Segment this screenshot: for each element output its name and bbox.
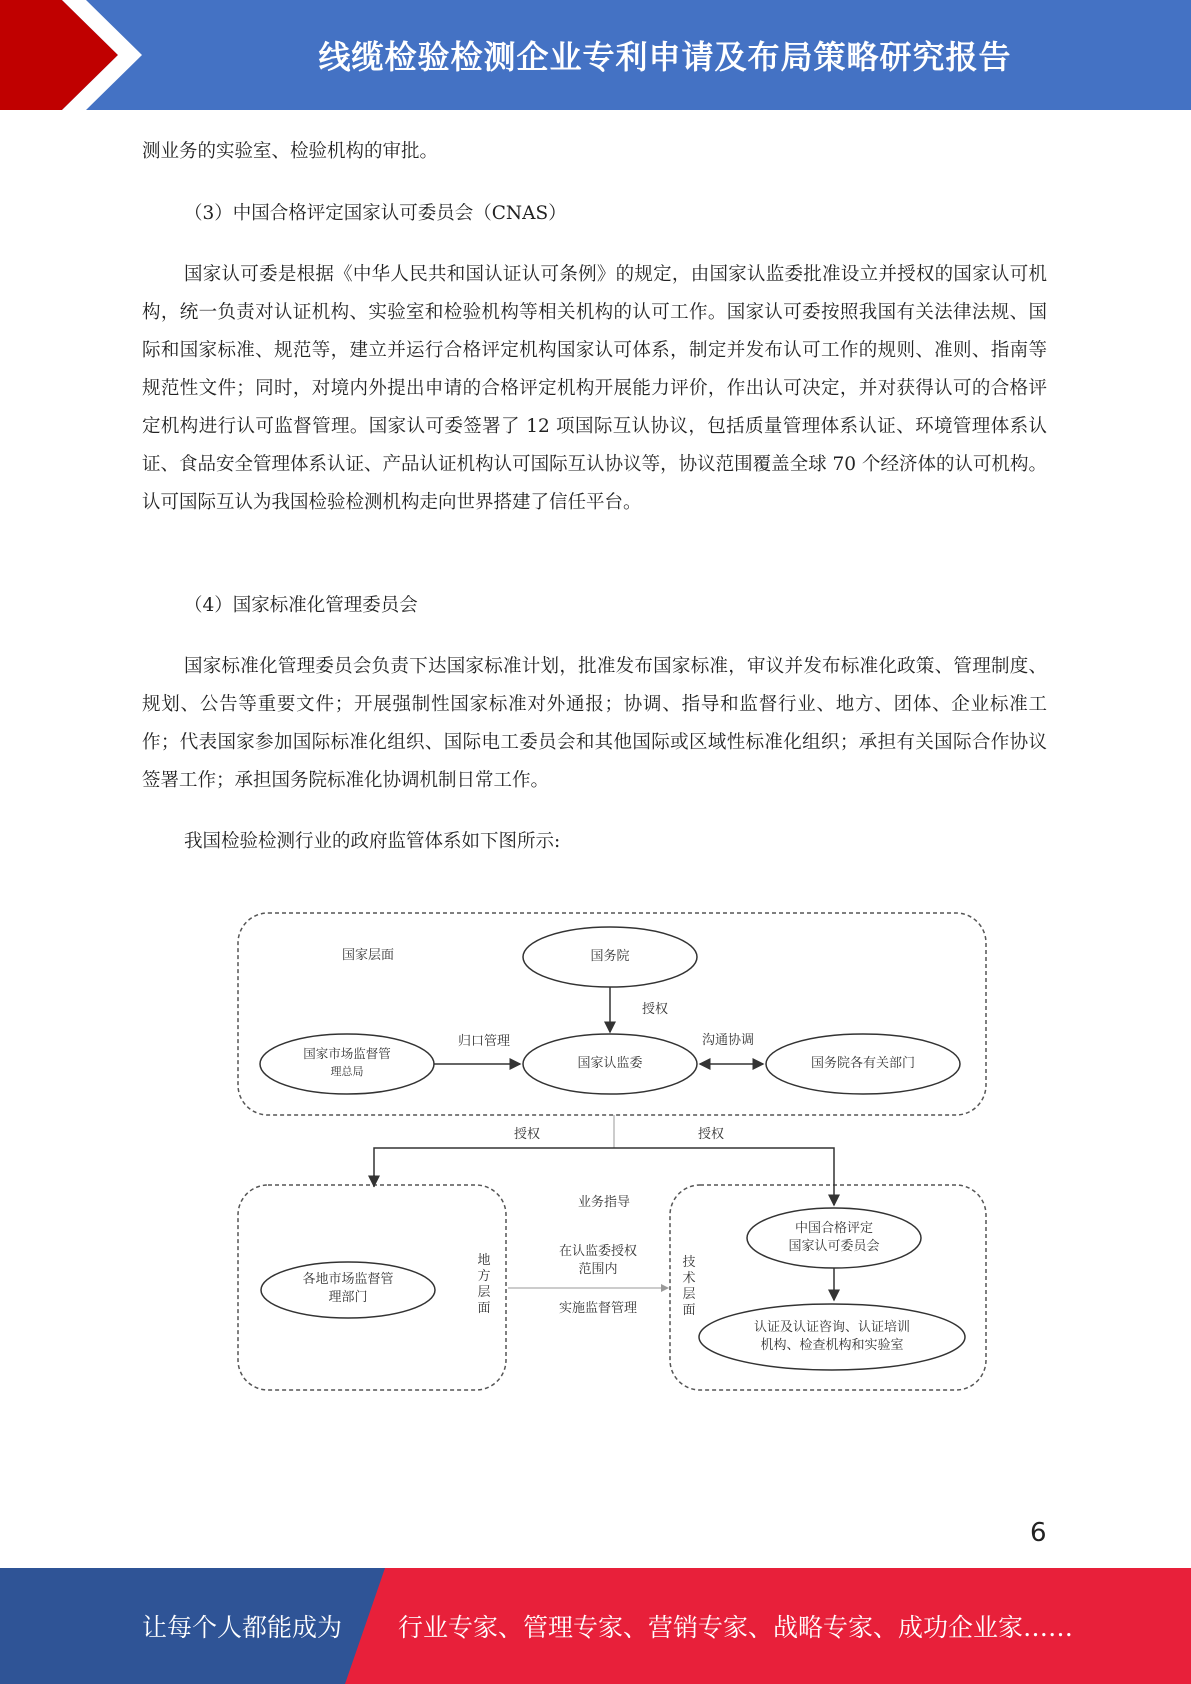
regulatory-system-diagram [230, 905, 1000, 1395]
page-footer [0, 1568, 1191, 1684]
coordination-label: 沟通协调 [702, 1033, 755, 1048]
technical-level-label: 技术层面 [682, 1255, 696, 1318]
business-guidance-label: 业务指导 [578, 1195, 631, 1210]
section-heading-cnas: （3）中国合格评定国家认可委员会（CNAS） [184, 203, 567, 224]
page-header [0, 0, 1191, 110]
cnca-label: 国家认监委 [577, 1056, 643, 1071]
national-level-label: 国家层面 [342, 948, 395, 963]
supervision-label: 实施监督管理 [558, 1301, 637, 1316]
authorize-right-label: 授权 [698, 1127, 725, 1142]
paragraph-continuation: 测业务的实验室、检验机构的审批。 [142, 141, 439, 162]
orgs-label: 认证及认证咨询、认证培训 机构、检查机构和实验室 [753, 1320, 910, 1353]
local-bureau-label: 各地市场监督管 理部门 [302, 1272, 394, 1305]
sc-departments-label: 国务院各有关部门 [810, 1056, 915, 1071]
footer-slogan-left: 让每个人都能成为 [142, 1613, 343, 1642]
paragraph-diagram-intro: 我国检验检测行业的政府监管体系如下图所示: [184, 831, 561, 852]
centralized-mgmt-label: 归口管理 [458, 1034, 511, 1049]
local-level-label: 地方层面 [477, 1253, 491, 1316]
page-number: 6 [1030, 1518, 1047, 1548]
cnas-label: 中国合格评定 国家认可委员会 [788, 1221, 880, 1254]
within-scope-label: 在认监委授权 范围内 [558, 1244, 637, 1277]
authorize-left-label: 授权 [514, 1127, 541, 1142]
footer-slogan-right: 行业专家、管理专家、营销专家、战略专家、成功企业家…… [398, 1613, 1074, 1642]
samr-label: 国家市场监督管 理总局 [303, 1046, 391, 1078]
report-title: 线缆检验检测企业专利申请及布局策略研究报告 [318, 38, 1012, 76]
header-arrow-decoration [0, 0, 160, 110]
paragraph-cnas: 国家认可委是根据《中华人民共和国认证认可条例》的规定，由国家认监委批准设立并授权的国家认可机构，统一负责对认证机构、实验室和检验机构等相关机构的认可工作。国家认可委按照我国有关法律法规、国际和国家标准、规范等，建立并运行合格评定机构国家认可体系，制定并发布认可工作的规则、准则、指南等规范性文件；同时，对境内外提出申请的合格评定机构开展能力评价，作出认可决定，并对获得认可的合格评定机构进行认可监督管理。国家认可委签署了 12 项国际互认协议，包括质量管理体系认证、环境管理体系认证、食品安全管理体系认证、产品认证机构认可国际互认协议等，协议范围覆盖全球 70 个经济体的认可机构。认可国际互认为我国检验检测机构走向世界搭建了信任平台。 [142, 264, 1047, 513]
state-council-label: 国务院 [590, 949, 630, 964]
section-heading-sac: （4）国家标准化管理委员会 [184, 595, 418, 616]
paragraph-sac: 国家标准化管理委员会负责下达国家标准计划，批准发布国家标准，审议并发布标准化政策、管理制度、规划、公告等重要文件；开展强制性国家标准对外通报；协调、指导和监督行业、地方、团体、企业标准工作；代表国家参加国际标准化组织、国际电工委员会和其他国际或区域性标准化组织；承担有关国际合作协议签署工作；承担国务院标准化协调机制日常工作。 [142, 656, 1047, 791]
authorize-top-label: 授权 [642, 1002, 669, 1017]
